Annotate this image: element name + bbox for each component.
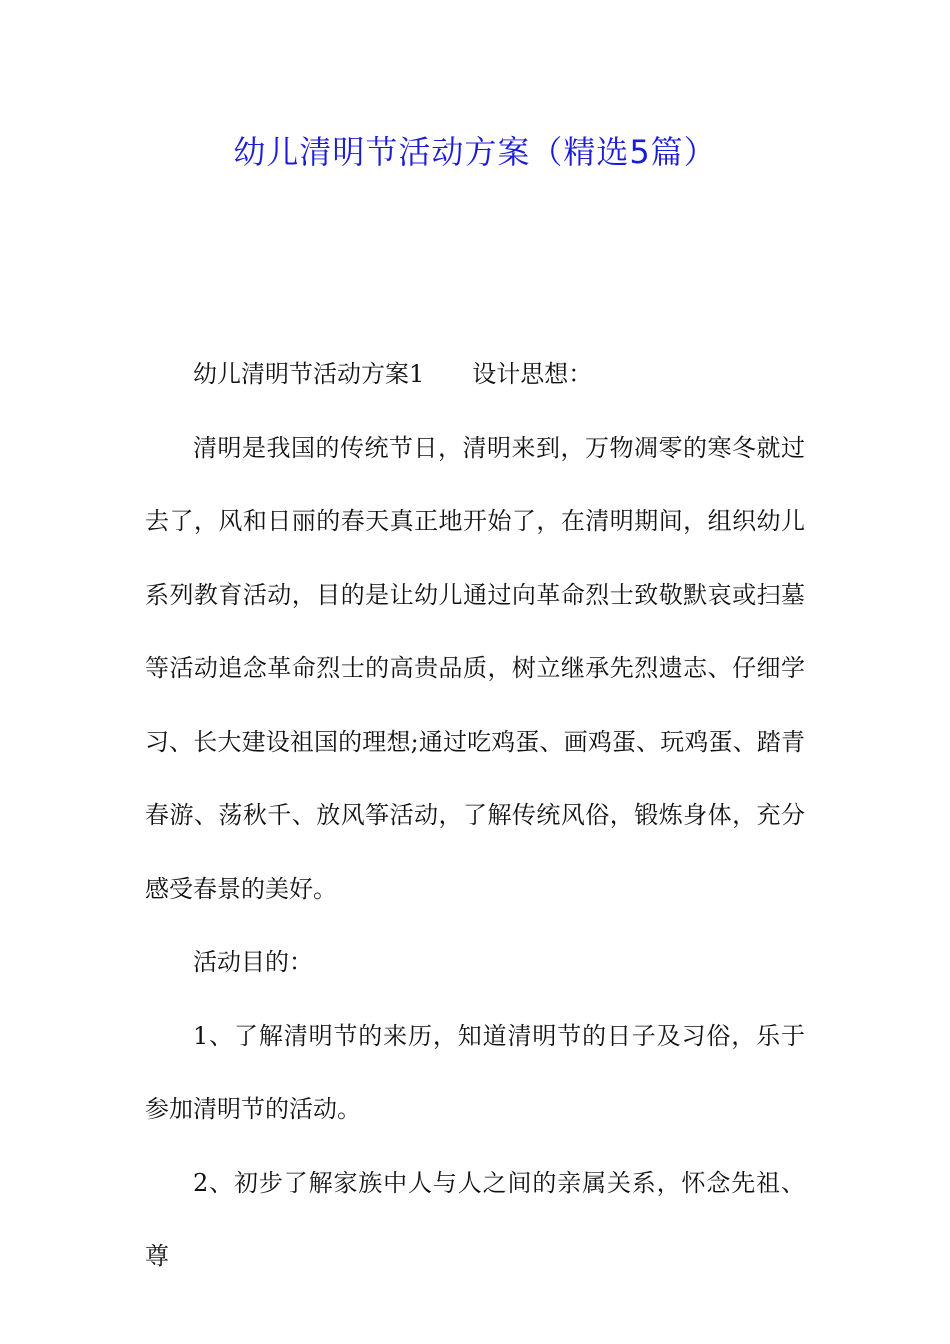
- design-thought-label: 设计思想：: [472, 360, 593, 388]
- plan-heading: 幼儿清明节活动方案1: [193, 360, 425, 388]
- goal-item-2: 2、初步了解家族中人与人之间的亲属关系，怀念先祖、尊: [145, 1168, 805, 1270]
- paragraph-intro: 清明是我国的传统节日，清明来到，万物凋零的寒冬就过去了，风和日丽的春天真正地开始了，在清明期间，组织幼儿系列教育活动，目的是让幼儿通过向革命烈士致敬默哀或扫墓等活动追念革命烈士的高贵品质，树立继承先烈遗志、仔细学习、长大建设祖国的理想;通过吃鸡蛋、画鸡蛋、玩鸡蛋、踏青春游、荡秋千、放风筝活动，了解传统风俗，锻炼身体，充分感受春景的美好。: [145, 433, 805, 903]
- document-title: 幼儿清明节活动方案（精选5篇）: [233, 133, 717, 171]
- activity-goal-label: 活动目的：: [193, 948, 313, 976]
- document-body: [145, 338, 805, 1294]
- goal-item-1: 1、了解清明节的来历，知道清明节的日子及习俗，乐于参加清明节的活动。: [145, 1021, 805, 1123]
- section-heading: [145, 338, 805, 412]
